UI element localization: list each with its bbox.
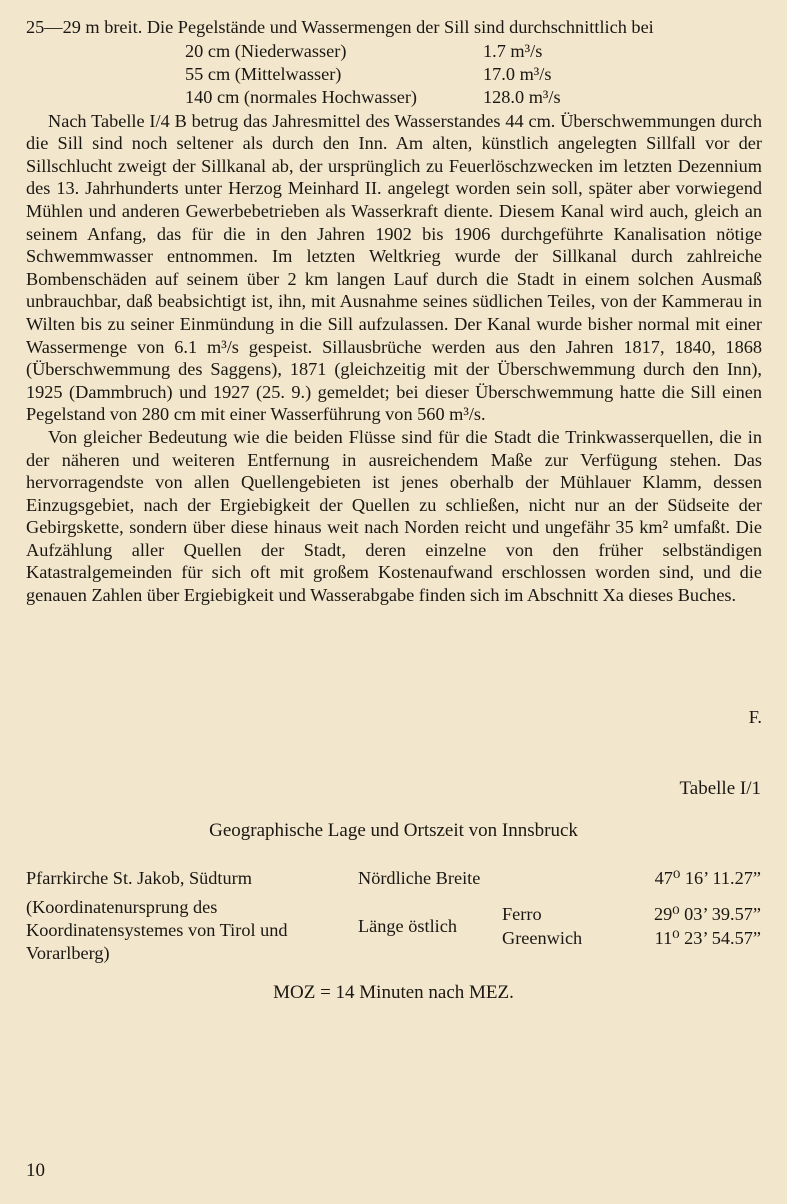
moz-note: MOZ = 14 Minuten nach MEZ. <box>273 982 514 1003</box>
paragraph-intro: 25—29 m breit. Die Pegelstände und Wassermengen der Sill sind durchschnittlich bei <box>26 17 654 37</box>
main-text <box>26 16 762 727</box>
longitude-label: Länge östlich <box>358 916 457 936</box>
paragraph-sill: Nach Tabelle I/4 B betrug das Jahresmittel des Wasserstandes 44 cm. Überschwemmungen durch die Sill sind noch seltener als durch den Inn. Am alten, künstlich angelegten Sillfall vor der Sillschlucht zweigt der Sillkanal ab, der ursprünglich zu Feuerlöschzwecken im letzten Dezennium des 13. Jahrhunderts unter Herzog Meinhard II. angelegt worden sein soll, später aber vorwiegend Mühlen und anderen Gewerbebetrieben als Wasserkraft diente. Diesem Kanal wird auch, gleich an seinem Anfang, das für die in den Jahren 1902 bis 1906 durchgeführte Kanalisation nötige Schwemmwasser entnommen. Im letzten Weltkrieg wurde der Sillkanal durch zahlreiche Bombenschäden auf seinem über 2 km langen Lauf durch die Stadt in einem solchen Ausmaß unbrauchbar, daß beabsichtigt ist, ihn, mit Ausnahme seines südlichen Teiles, von der Kammerau in Wilten bis zu seiner Einmündung in die Sill aufzulassen. Der Kanal wurde bisher normal mit einer Wassermenge von 6.1 m³/s gespeist. Sillausbrüche werden aus den Jahren 1817, 1840, 1868 (Überschwemmung des Saggens), 1871 (gleichzeitig mit der Überschwemmung durch den Inn), 1925 (Dammbruch) und 1927 (25. 9.) gemeldet; bei dieser Überschwemmung hatte die Sill einen Pegelstand von 280 cm mit einer Wasserführung von 560 m³/s. <box>26 110 762 425</box>
table-title: Geographische Lage und Ortszeit von Innsbruck <box>209 820 578 841</box>
author-signature: F. <box>748 707 762 727</box>
water-flow: 1.7 m³/s <box>483 40 543 61</box>
page-number: 10 <box>26 1160 45 1181</box>
latitude-label: Nördliche Breite <box>358 868 481 888</box>
longitude-value-greenwich: 11⁰ 23’ 54.57” <box>654 928 761 948</box>
longitude-ref-ferro: Ferro <box>502 904 542 924</box>
longitude-ref-greenwich: Greenwich <box>502 928 583 948</box>
longitude-value-ferro: 29⁰ 03’ 39.57” <box>653 904 761 924</box>
location-name: Pfarrkirche St. Jakob, Südturm <box>26 868 252 888</box>
coordinate-note: (Koordinatenursprung des Koordinatensystemes von Tirol und Vorarlberg) <box>26 897 288 963</box>
water-level: 20 cm (Niederwasser) <box>185 40 347 61</box>
water-level-list <box>26 40 762 109</box>
table-label: Tabelle I/1 <box>679 778 761 799</box>
water-flow: 17.0 m³/s <box>483 63 552 84</box>
water-flow: 128.0 m³/s <box>483 86 561 107</box>
water-level: 140 cm (normales Hochwasser) <box>185 86 417 107</box>
paragraph-water-sources: Von gleicher Bedeutung wie die beiden Flüsse sind für die Stadt die Trinkwasserquellen, die in der näheren und weiteren Entfernung in ausreichendem Maße zur Verfügung stehen. Das hervorragendste von allen Quellengebieten ist jenes oberhalb der Mühlauer Klamm, dessen Einzugsgebiet, nach der Ergiebigkeit der Quellen zu schließen, nicht nur an der Südseite der Gebirgskette, sondern über diese hinaus weit nach Norden reicht und ungefähr 35 km² umfaßt. Die Aufzählung aller Quellen der Stadt, deren einzelne von den früher selbständigen Katastralgemeinden für sich oft mit großem Kostenaufwand erschlossen worden sind, und die genauen Zahlen über Ergiebigkeit und Wasserabgabe finden sich im Abschnitt Xa dieses Buches. <box>26 426 762 606</box>
latitude-value: 47⁰ 16’ 11.27” <box>654 868 761 888</box>
water-level: 55 cm (Mittelwasser) <box>185 63 342 84</box>
